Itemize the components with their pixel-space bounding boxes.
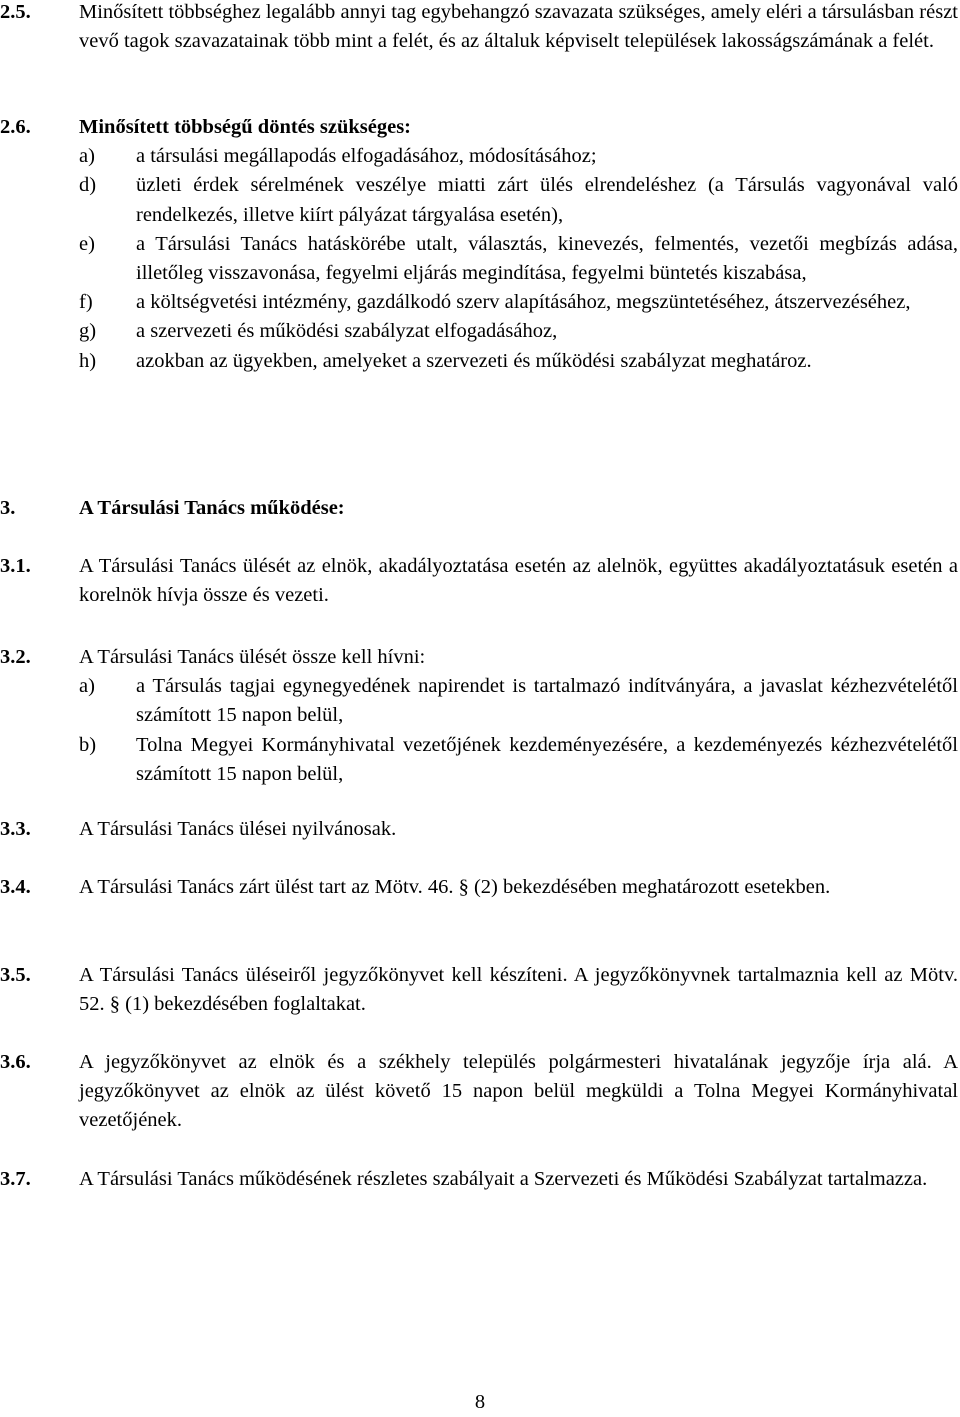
section-number: 2.6. [0,116,31,138]
section-number: 3.5. [0,964,31,986]
section-text: A jegyzőkönyvet az elnök és a székhely település polgármesteri hivatalának jegyzője írja alá. A jegyzőkönyvet az elnök az ülést követő 15 napon belül megküldi a Tolna Megyei Kormányhivatal vezetőjének. [79,1051,958,1132]
section-number: 3.6. [0,1051,31,1073]
section-3-2 [0,643,958,789]
item-label: b) [79,733,97,756]
item-label: h) [79,349,97,372]
section-heading: A Társulási Tanács működése: [79,497,345,519]
list-item-h [79,347,958,376]
item-label: g) [79,320,97,343]
item-label: a) [79,675,95,698]
section-3-5 [0,961,958,1019]
item-text: a költségvetési intézmény, gazdálkodó szerv alapításához, megszüntetéséhez, átszervezéséhez, [136,291,911,314]
section-text: A Társulási Tanács üléseiről jegyzőkönyvet kell készíteni. A jegyzőkönyvnek tartalmaznia kell az Mötv. 52. § (1) bekezdésében foglaltakat. [79,964,958,1016]
section-text: A Társulási Tanács működésének részletes szabályait a Szervezeti és Működési Szabályzat tartalmazza. [79,1168,928,1190]
section-3-4 [0,873,958,902]
section-3 [0,494,958,523]
section-text: Minősített többséghez legalább annyi tag egybehangzó szavazata szükséges, amely eléri a társulásban részt vevő tagok szavazatainak több mint a felét, és az általuk képviselt települések lakosságszámának a felét. [79,1,958,53]
item-text: a szervezeti és működési szabályzat elfogadásához, [136,320,558,343]
page-number: 8 [474,1391,486,1413]
section-number: 3.2. [0,646,31,668]
section-3-7 [0,1165,958,1194]
section-3-1 [0,552,958,610]
section-3-3 [0,815,958,844]
item-text: azokban az ügyekben, amelyeket a szervezeti és működési szabályzat meghatároz. [136,349,812,372]
item-text: a társulási megállapodás elfogadásához, módosításához; [136,145,597,168]
item-text: üzleti érdek sérelmének veszélye miatti zárt ülés elrendeléshez (a Társulás vagyonával való rendelkezés, illetve kiírt pályázat tárgyalása esetén), [136,174,958,226]
section-3-6 [0,1048,958,1136]
list-item-f [79,288,958,317]
section-number: 3.1. [0,555,31,577]
item-label: e) [79,232,95,255]
list-item-g [79,317,958,346]
list-item-b [79,731,958,789]
section-number: 2.5. [0,1,31,23]
list-item-d [79,171,958,229]
section-number: 3.4. [0,876,31,898]
section-heading: Minősített többségű döntés szükséges: [79,116,411,138]
section-number: 3.3. [0,818,31,840]
item-label: d) [79,174,97,197]
item-text: Tolna Megyei Kormányhivatal vezetőjének kezdeményezésére, a kezdeményezés kézhezvételétől számított 15 napon belül, [136,733,958,785]
section-text: A Társulási Tanács ülését az elnök, akadályoztatása esetén az alelnök, együttes akadályoztatásuk esetén a korelnök hívja össze és vezeti. [79,555,958,607]
item-label: a) [79,145,95,168]
section-number: 3. [0,497,16,519]
list-item-a [79,672,958,730]
section-2-5 [0,0,958,56]
list-item-e [79,230,958,288]
section-2-6 [0,113,958,376]
item-text: a Társulási Tanács hatáskörébe utalt, választás, kinevezés, felmentés, vezetői megbízás adása, illetőleg visszavonása, fegyelmi eljárás megindítása, fegyelmi büntetés kiszabása, [136,232,958,285]
section-intro: A Társulási Tanács ülését össze kell hívni: [79,646,426,668]
section-number: 3.7. [0,1168,31,1190]
section-text: A Társulási Tanács zárt ülést tart az Mötv. 46. § (2) bekezdésében meghatározott esetekben. [79,876,831,898]
item-text: a Társulás tagjai egynegyedének napirendet is tartalmazó indítványára, a javaslat kézhezvételétől számított 15 napon belül, [136,675,958,727]
item-label: f) [79,291,93,314]
section-text: A Társulási Tanács ülései nyilvánosak. [79,818,397,840]
list-item-a [79,142,958,171]
